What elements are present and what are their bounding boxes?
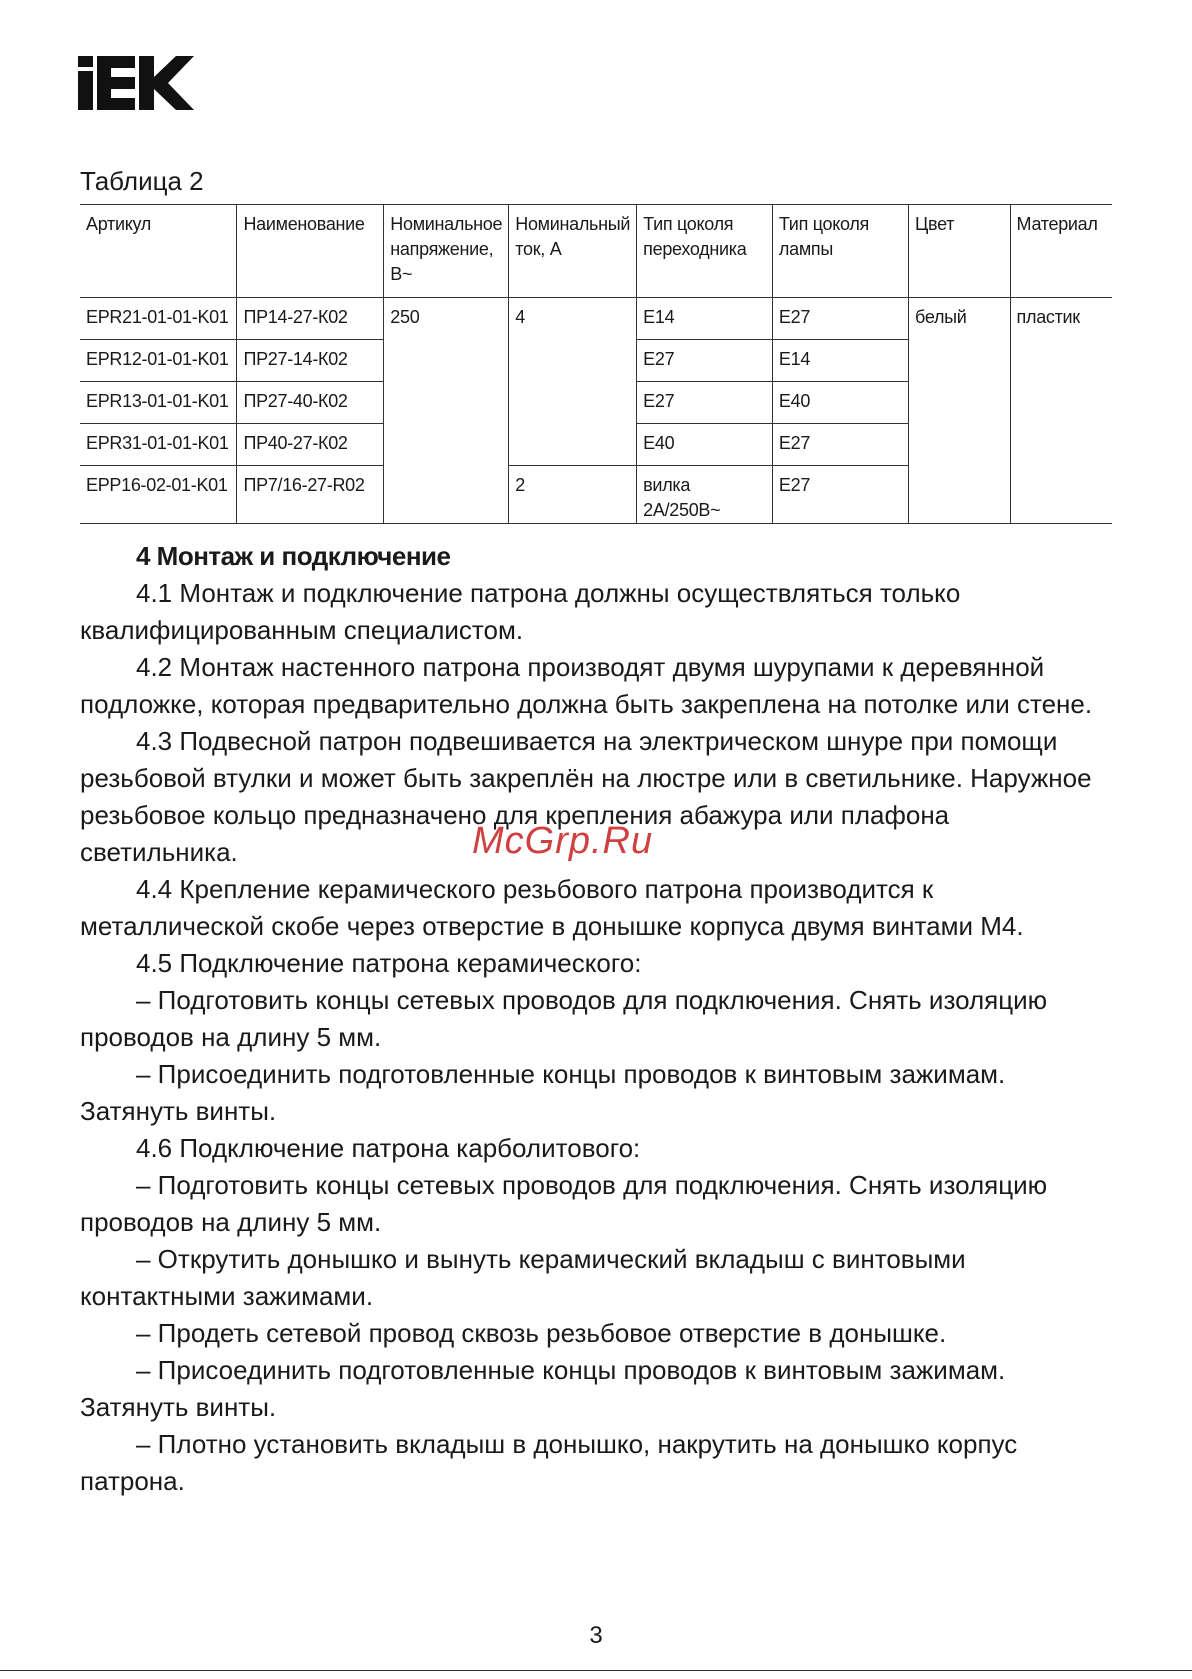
section-heading: 4 Монтаж и подключение: [136, 541, 451, 571]
paragraph: – Открутить донышко и вынуть керамический вкладыш с винтовыми контактными зажимами.: [80, 1244, 966, 1311]
cell-name: ПР40-27-К02: [237, 424, 384, 466]
table-row: [80, 298, 1112, 340]
cell-name: ПР27-14-К02: [237, 340, 384, 382]
cell-voltage: 250: [384, 298, 509, 524]
header-article: Артикул: [80, 205, 237, 298]
paragraph: – Продеть сетевой провод сквозь резьбовое отверстие в донышке.: [136, 1318, 947, 1348]
cell-lamp-base: E27: [772, 424, 908, 466]
header-voltage: Номинальное напряжение, В~: [384, 205, 509, 298]
paragraph: – Подготовить концы сетевых проводов для подключения. Снять изоляцию проводов на длину 5 мм.: [80, 1170, 1048, 1237]
paragraph: 4.3 Подвесной патрон подвешивается на электрическом шнуре при помощи резьбовой втулки и может быть закреплён на люстре или в светильнике. Наружное резьбовое кольцо предназначено для крепления абажура или плафона светильника.: [80, 726, 1092, 867]
paragraph: 4.6 Подключение патрона карболитового:: [136, 1133, 641, 1163]
table-header-row: [80, 205, 1112, 298]
cell-article: EPR12-01-01-K01: [80, 340, 237, 382]
paragraph: 4.1 Монтаж и подключение патрона должны осуществляться только квалифицированным специалистом.: [80, 578, 961, 645]
cell-article: EPR31-01-01-K01: [80, 424, 237, 466]
paragraph: – Плотно установить вкладыш в донышко, накрутить на донышко корпус патрона.: [80, 1429, 1018, 1496]
paragraph: – Присоединить подготовленные концы проводов к винтовым зажимам. Затянуть винты.: [80, 1059, 1006, 1126]
cell-name: ПР7/16-27-R02: [237, 466, 384, 524]
section-mounting: [80, 538, 1110, 1500]
cell-article: EPR13-01-01-K01: [80, 382, 237, 424]
cell-name: ПР14-27-К02: [237, 298, 384, 340]
cell-current: 4: [509, 298, 637, 466]
header-color: Цвет: [909, 205, 1011, 298]
cell-article: EPR21-01-01-K01: [86, 307, 229, 327]
cell-color: белый: [909, 298, 1011, 524]
paragraph: 4.2 Монтаж настенного патрона производят двумя шурупами к деревянной подложке, которая предварительно должна быть закреплена на потолке или стене.: [80, 652, 1093, 719]
cell-lamp-base: E40: [772, 382, 908, 424]
header-current: Номинальный ток, А: [509, 205, 637, 298]
header-material: Материал: [1010, 205, 1112, 298]
watermark: McGrp.Ru: [472, 820, 654, 862]
iek-logo: [78, 56, 194, 110]
specification-table: [80, 204, 1112, 524]
header-adapter-base: Тип цоколя переходника: [637, 205, 773, 298]
header-lamp-base: Тип цоколя лампы: [772, 205, 908, 298]
cell-lamp-base: E27: [772, 466, 908, 524]
cell-adapter-base: вилка 2А/250В~: [637, 466, 773, 524]
cell-adapter-base: E27: [637, 340, 773, 382]
cell-adapter-base: E40: [637, 424, 773, 466]
bottom-rule: [0, 1670, 1192, 1671]
cell-adapter-base: E14: [637, 298, 773, 340]
cell-lamp-base: E27: [772, 298, 908, 340]
header-name: Наименование: [237, 205, 384, 298]
cell-name: ПР27-40-К02: [237, 382, 384, 424]
cell-lamp-base: E14: [772, 340, 908, 382]
table-caption: Таблица 2: [80, 166, 204, 196]
paragraph: – Подготовить концы сетевых проводов для подключения. Снять изоляцию проводов на длину 5 мм.: [80, 985, 1048, 1052]
cell-current: 2: [509, 466, 637, 524]
paragraph: 4.4 Крепление керамического резьбового патрона производится к металлической скобе через отверстие в донышке корпуса двумя винтами М4.: [80, 874, 1024, 941]
paragraph: 4.5 Подключение патрона керамического:: [136, 948, 642, 978]
cell-article: EPP16-02-01-K01: [80, 466, 237, 524]
paragraph: – Присоединить подготовленные концы проводов к винтовым зажимам. Затянуть винты.: [80, 1355, 1006, 1422]
page-number: 3: [589, 1622, 603, 1649]
cell-material: пластик: [1010, 298, 1112, 524]
cell-adapter-base: E27: [637, 382, 773, 424]
